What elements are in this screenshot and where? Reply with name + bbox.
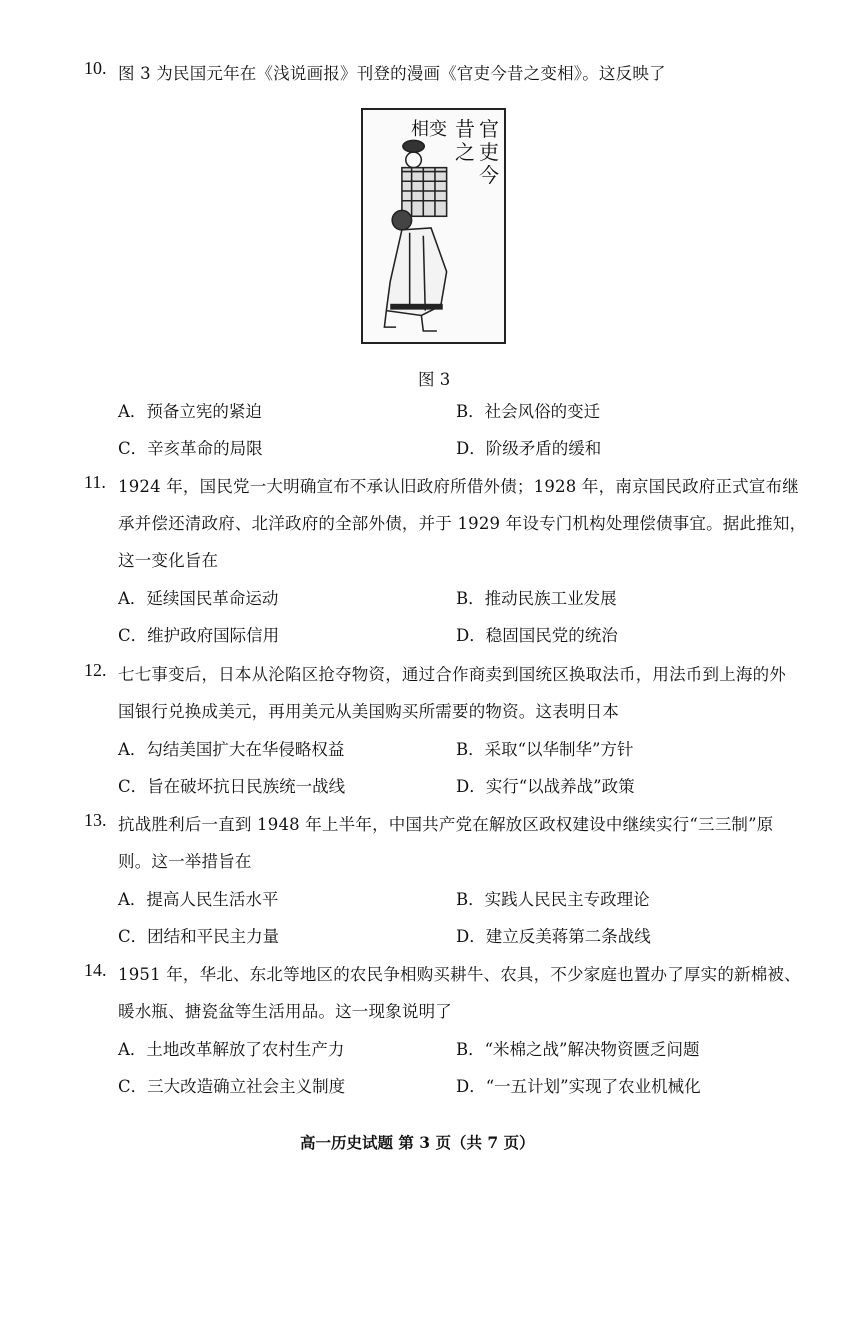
question-13-stem-line-2: 则。这一举措旨在 [118,852,252,871]
q13-option-b[interactable]: B．实践人民民主专政理论 [456,890,650,909]
q10-option-a[interactable]: A．预备立宪的紧迫 [118,402,262,421]
q13-option-d[interactable]: D．建立反美蒋第二条战线 [456,927,651,946]
q12-option-d[interactable]: D．实行“以战养战”政策 [456,777,635,796]
q10-option-b[interactable]: B．社会风俗的变迁 [456,402,601,421]
q11-option-c[interactable]: C．维护政府国际信用 [118,626,280,645]
q14-option-a[interactable]: A．土地改革解放了农村生产力 [118,1040,345,1059]
cartoon-figure [361,108,506,344]
question-10-number: 10. [84,58,107,78]
q14-option-c[interactable]: C．三大改造确立社会主义制度 [118,1077,346,1096]
cartoon-title-char-2: 吏 [479,140,499,164]
question-11-stem-line-1: 1924 年，国民党一大明确宣布不承认旧政府所借外债；1928 年，南京国民政府正式宣布继 [118,477,799,496]
q10-option-c[interactable]: C．辛亥革命的局限 [118,439,263,458]
question-11-stem-line-2: 承并偿还清政府、北洋政府的全部外债，并于 1929 年设专门机构处理偿债事宜。据此推知， [118,514,807,533]
question-14-stem-line-2: 暖水瓶、搪瓷盆等生活用品。这一现象说明了 [118,1002,452,1021]
cartoon-title-char-7: 相 [411,119,429,140]
question-12-stem-line-2: 国银行兑换成美元，再用美元从美国购买所需要的物资。这表明日本 [118,702,619,721]
q14-option-d[interactable]: D．“一五计划”实现了农业机械化 [456,1077,701,1096]
q12-option-a[interactable]: A．勾结美国扩大在华侵略权益 [118,740,345,759]
q10-option-d[interactable]: D．阶级矛盾的缓和 [456,439,602,458]
q13-option-c[interactable]: C．团结和平民主力量 [118,927,280,946]
cartoon-title-char-1: 官 [479,117,499,141]
cartoon-title-char-6: 变 [429,119,447,140]
q13-option-a[interactable]: A．提高人民生活水平 [118,890,279,909]
page-footer: 高一历史试题 第 3 页（共 7 页） [300,1133,535,1152]
q11-option-d[interactable]: D．稳固国民党的统治 [456,626,618,645]
question-11-number: 11. [84,472,106,492]
question-14-stem-line-1: 1951 年，华北、东北等地区的农民争相购买耕牛、农具，不少家庭也置办了厚实的新棉被、 [118,965,801,984]
question-13-number: 13. [84,810,107,830]
q11-option-b[interactable]: B．推动民族工业发展 [456,589,617,608]
question-14-number: 14. [84,960,107,980]
question-11-stem-line-3: 这一变化旨在 [118,551,219,570]
q14-option-b[interactable]: B．“米棉之战”解决物资匮乏问题 [456,1040,700,1059]
q12-option-c[interactable]: C．旨在破坏抗日民族统一战线 [118,777,346,796]
cartoon-title-char-4: 昔 [455,117,475,141]
q12-option-b[interactable]: B．采取“以华制华”方针 [456,740,634,759]
cartoon-title-char-5: 之 [455,140,475,164]
question-10-stem: 图 3 为民国元年在《浅说画报》刊登的漫画《官吏今昔之变相》。这反映了 [118,64,666,83]
q11-option-a[interactable]: A．延续国民革命运动 [118,589,279,608]
question-12-number: 12. [84,660,107,680]
question-12-stem-line-1: 七七事变后，日本从沦陷区抢夺物资，通过合作商卖到国统区换取法币，用法币到上海的外 [118,665,786,684]
question-13-stem-line-1: 抗战胜利后一直到 1948 年上半年，中国共产党在解放区政权建设中继续实行“三三制”原 [118,815,774,834]
figure-caption: 图 3 [418,370,451,389]
cartoon-title-char-3: 今 [479,163,499,187]
